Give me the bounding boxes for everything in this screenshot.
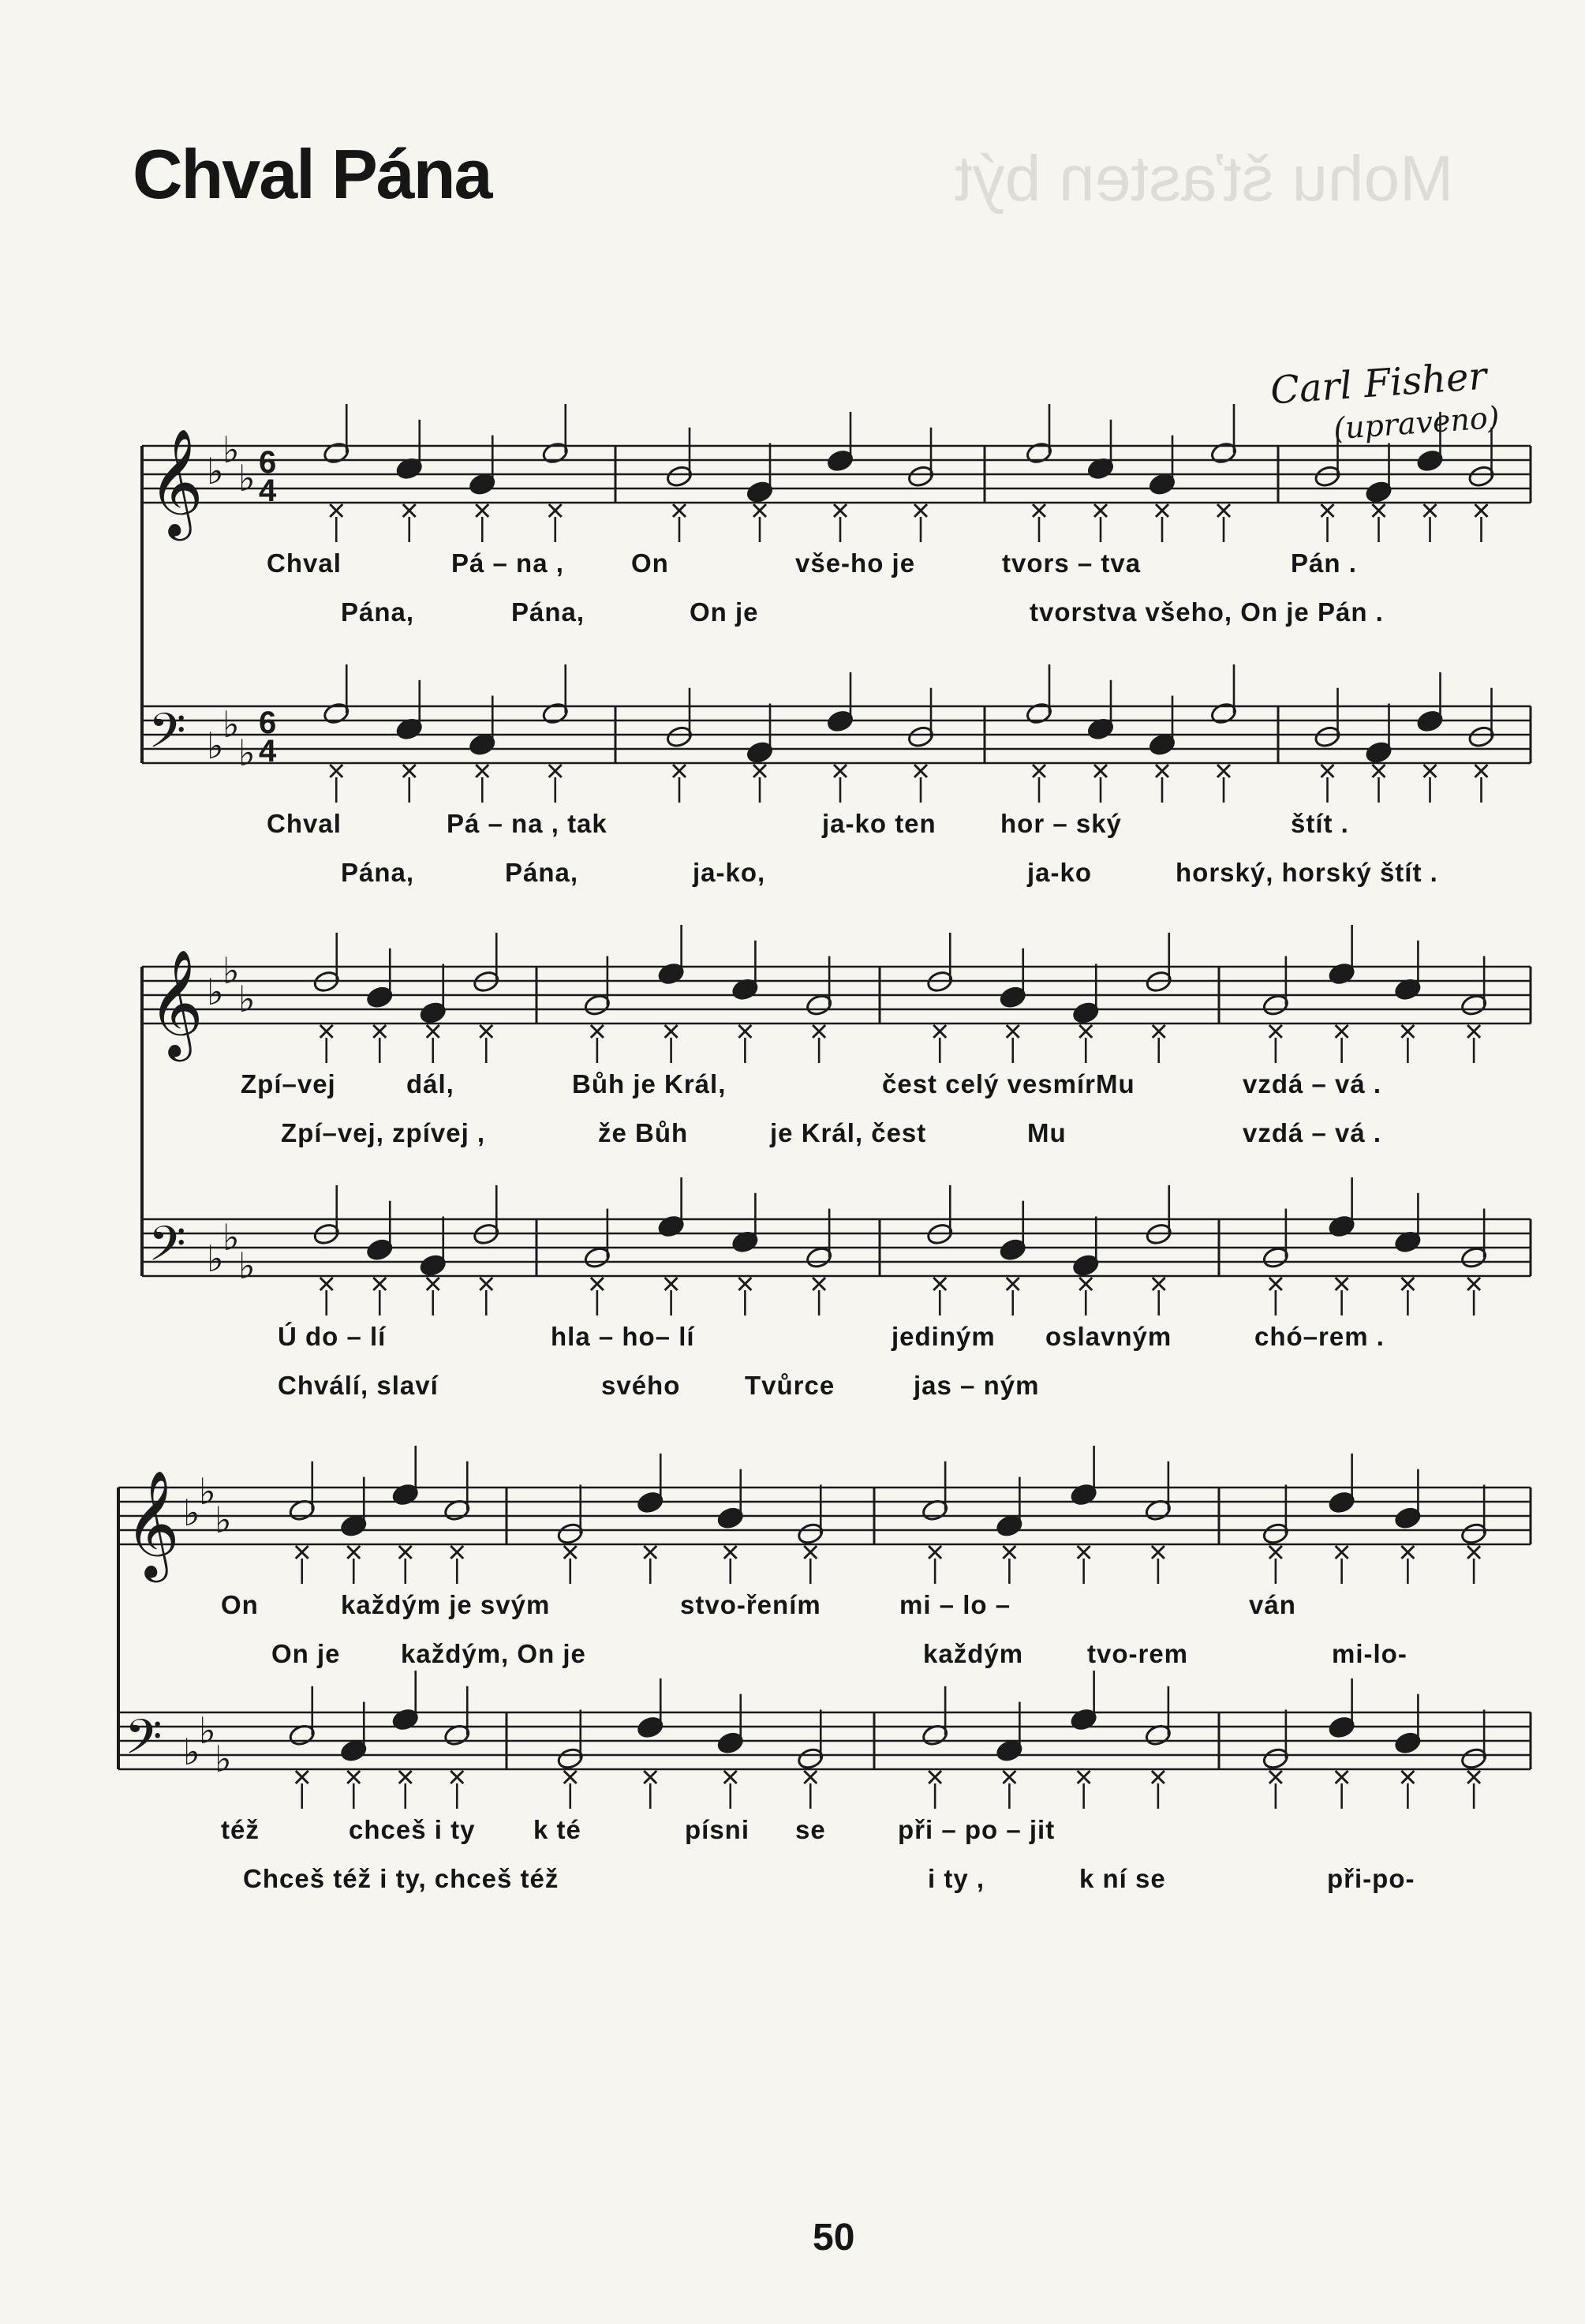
lyric-syllable: i ty ,	[928, 1864, 985, 1893]
treble-clef: 𝄞	[148, 427, 204, 536]
cross-note-head	[1078, 1546, 1090, 1559]
lyric-syllable: se	[795, 1815, 826, 1844]
cross-note-head	[1007, 1278, 1019, 1290]
cross-note-head	[399, 1771, 412, 1783]
lyric-syllable: chó–rem .	[1254, 1322, 1385, 1351]
cross-note-head	[1269, 1025, 1282, 1038]
cross-note-head	[1152, 1771, 1164, 1783]
cross-note-head	[665, 1278, 678, 1290]
time-signature-digit: 4	[259, 734, 277, 769]
cross-note-head	[476, 504, 488, 517]
cross-note-head	[1078, 1771, 1090, 1783]
key-flat: ♭	[183, 1731, 200, 1773]
lyric-syllable: dál,	[406, 1069, 454, 1098]
lyric-syllable: k té	[533, 1815, 581, 1844]
key-flat: ♭	[238, 978, 256, 1020]
cross-note-head	[1269, 1546, 1282, 1559]
cross-note-head	[1079, 1278, 1092, 1290]
cross-note-head	[427, 1278, 439, 1290]
cross-note-head	[1321, 765, 1334, 777]
lyric-syllable: při – po – jit	[898, 1815, 1056, 1844]
lyric-syllable: mi-lo-	[1332, 1639, 1407, 1668]
lyric-syllable: Pána,	[341, 597, 415, 627]
cross-note-head	[1467, 1771, 1480, 1783]
lyric-syllable: On je	[690, 597, 759, 627]
cross-note-head	[399, 1546, 412, 1559]
cross-note-head	[320, 1025, 333, 1038]
cross-note-head	[1094, 765, 1107, 777]
time-signature-digit: 4	[259, 473, 277, 508]
lyric-syllable: stvo-řením	[680, 1590, 821, 1619]
lyric-syllable: k ní se	[1079, 1864, 1166, 1893]
cross-note-head	[1033, 765, 1045, 777]
cross-note-head	[1153, 1278, 1165, 1290]
lyric-syllable: Chval	[267, 548, 342, 578]
cross-note-head	[1373, 765, 1385, 777]
cross-note-head	[804, 1771, 817, 1783]
lyric-syllable: Tvůrce	[745, 1371, 835, 1400]
lyric-syllable: každým	[923, 1639, 1024, 1668]
key-flat: ♭	[238, 732, 256, 774]
cross-note-head	[1336, 1771, 1348, 1783]
lyric-syllable: Chválí, slaví	[278, 1371, 439, 1400]
cross-note-head	[564, 1546, 577, 1559]
lyric-syllable: při-po-	[1327, 1864, 1415, 1893]
cross-note-head	[644, 1771, 656, 1783]
cross-note-head	[480, 1025, 492, 1038]
cross-note-head	[1033, 504, 1045, 517]
bleed-through-text: Mohu šťasten být	[955, 143, 1454, 215]
lyric-syllable: že Bůh	[598, 1118, 689, 1147]
lyric-syllable: Pána,	[505, 858, 579, 887]
key-flat: ♭	[222, 428, 240, 471]
cross-note-head	[1217, 504, 1230, 517]
cross-note-head	[450, 1771, 463, 1783]
cross-note-head	[1424, 504, 1437, 517]
cross-note-head	[1373, 504, 1385, 517]
composer-name: Carl Fisher	[1269, 354, 1489, 414]
lyric-syllable: On je	[271, 1639, 341, 1668]
cross-note-head	[738, 1025, 751, 1038]
cross-note-head	[1003, 1771, 1015, 1783]
cross-note-head	[673, 765, 686, 777]
cross-note-head	[296, 1546, 308, 1559]
bass-clef: 𝄢	[148, 703, 186, 771]
lyric-syllable: ja-ko	[1027, 858, 1093, 887]
cross-note-head	[320, 1278, 333, 1290]
key-flat: ♭	[199, 1709, 216, 1752]
lyric-syllable: svého	[601, 1371, 681, 1400]
cross-note-head	[724, 1771, 737, 1783]
cross-note-head	[813, 1025, 825, 1038]
page-number: 50	[813, 2217, 855, 2259]
cross-note-head	[1321, 504, 1334, 517]
cross-note-head	[1424, 765, 1437, 777]
cross-note-head	[753, 504, 766, 517]
lyric-syllable: Pá – na ,	[451, 548, 564, 578]
cross-note-head	[914, 504, 927, 517]
cross-note-head	[403, 504, 416, 517]
cross-note-head	[1152, 1546, 1164, 1559]
cross-note-head	[564, 1771, 577, 1783]
key-flat: ♭	[222, 949, 240, 992]
lyric-syllable: Ú do – lí	[278, 1322, 387, 1351]
cross-note-head	[929, 1546, 941, 1559]
lyric-syllable: ja-ko ten	[822, 809, 936, 838]
cross-note-head	[373, 1025, 386, 1038]
lyric-syllable: Pá – na , tak	[447, 809, 607, 838]
song-title: Chval Pána	[133, 135, 492, 213]
cross-note-head	[1079, 1025, 1092, 1038]
cross-note-head	[929, 1771, 941, 1783]
key-flat: ♭	[207, 450, 224, 492]
treble-clef: 𝄞	[125, 1469, 180, 1577]
arrangement-note: (upraveno)	[1332, 399, 1501, 447]
time-signature-digit: 6	[259, 705, 277, 740]
lyric-syllable: jediným	[892, 1322, 996, 1351]
cross-note-head	[804, 1546, 817, 1559]
cross-note-head	[1217, 765, 1230, 777]
lyric-syllable: Bůh je Král,	[572, 1069, 727, 1098]
lyric-syllable: Mu	[1027, 1118, 1067, 1147]
key-flat: ♭	[222, 703, 240, 746]
cross-note-head	[480, 1278, 492, 1290]
cross-note-head	[549, 504, 562, 517]
lyric-syllable: hor – ský	[1000, 809, 1122, 838]
cross-note-head	[330, 504, 342, 517]
cross-note-head	[1401, 1771, 1414, 1783]
key-flat: ♭	[207, 971, 224, 1013]
cross-note-head	[665, 1025, 678, 1038]
key-flat: ♭	[222, 1216, 240, 1259]
cross-note-head	[1401, 1278, 1414, 1290]
lyric-syllable: hla – ho– lí	[551, 1322, 695, 1351]
lyric-syllable: vzdá – vá .	[1243, 1069, 1382, 1098]
cross-note-head	[1475, 765, 1488, 777]
lyric-syllable: vzdá – vá .	[1243, 1118, 1382, 1147]
lyric-syllable: mi – lo –	[899, 1590, 1011, 1619]
lyric-syllable: tvors – tva	[1002, 548, 1142, 578]
cross-note-head	[933, 1025, 946, 1038]
cross-note-head	[450, 1546, 463, 1559]
cross-note-head	[1401, 1546, 1414, 1559]
lyric-syllable: Zpí–vej	[241, 1069, 336, 1098]
key-flat: ♭	[238, 457, 256, 500]
key-flat: ♭	[207, 1237, 224, 1280]
cross-note-head	[373, 1278, 386, 1290]
cross-note-head	[1003, 1546, 1015, 1559]
lyric-syllable: horský, horský štít .	[1176, 858, 1438, 887]
cross-note-head	[1007, 1025, 1019, 1038]
cross-note-head	[1475, 504, 1488, 517]
lyric-syllable: Chval	[267, 809, 342, 838]
cross-note-head	[1269, 1771, 1282, 1783]
cross-note-head	[1156, 765, 1168, 777]
bass-clef: 𝄢	[125, 1709, 163, 1777]
lyric-syllable: jas – ným	[914, 1371, 1040, 1400]
cross-note-head	[296, 1771, 308, 1783]
cross-note-head	[1094, 504, 1107, 517]
lyric-syllable: písni	[685, 1815, 750, 1844]
cross-note-head	[591, 1025, 604, 1038]
cross-note-head	[1467, 1025, 1480, 1038]
cross-note-head	[347, 1771, 360, 1783]
cross-note-head	[738, 1278, 751, 1290]
lyric-syllable: chceš i ty	[349, 1815, 476, 1844]
cross-note-head	[1153, 1025, 1165, 1038]
key-flat: ♭	[215, 1738, 232, 1780]
lyric-syllable: vše-ho je	[795, 548, 916, 578]
lyric-syllable: Chceš též i ty, chceš též	[243, 1864, 559, 1893]
lyric-syllable: je Král, čest	[770, 1118, 927, 1147]
cross-note-head	[813, 1278, 825, 1290]
lyric-syllable: Pána,	[341, 858, 415, 887]
lyric-syllable: každým, On je	[401, 1639, 586, 1668]
cross-note-head	[644, 1546, 656, 1559]
treble-clef: 𝄞	[148, 948, 204, 1057]
lyric-syllable: ja-ko,	[693, 858, 766, 887]
lyric-syllable: ván	[1249, 1590, 1296, 1619]
cross-note-head	[1336, 1546, 1348, 1559]
cross-note-head	[724, 1546, 737, 1559]
cross-note-head	[1336, 1278, 1348, 1290]
lyric-syllable: On	[221, 1590, 259, 1619]
key-flat: ♭	[183, 1491, 200, 1534]
cross-note-head	[1467, 1278, 1480, 1290]
cross-note-head	[1336, 1025, 1348, 1038]
cross-note-head	[673, 504, 686, 517]
key-flat: ♭	[207, 724, 224, 767]
cross-note-head	[347, 1546, 360, 1559]
cross-note-head	[403, 765, 416, 777]
cross-note-head	[914, 765, 927, 777]
lyric-syllable: On	[631, 548, 669, 578]
cross-note-head	[549, 765, 562, 777]
key-flat: ♭	[199, 1470, 216, 1513]
lyric-syllable: též	[221, 1815, 260, 1844]
lyric-syllable: čest celý vesmírMu	[882, 1069, 1135, 1098]
cross-note-head	[1269, 1278, 1282, 1290]
lyric-syllable: oslavným	[1045, 1322, 1172, 1351]
cross-note-head	[427, 1025, 439, 1038]
lyric-syllable: Pána,	[511, 597, 585, 627]
lyric-syllable: Pán .	[1291, 548, 1357, 578]
lyric-syllable: každým je svým	[341, 1590, 551, 1619]
cross-note-head	[1156, 504, 1168, 517]
key-flat: ♭	[215, 1499, 232, 1541]
cross-note-head	[933, 1278, 946, 1290]
lyric-syllable: tvo-rem	[1087, 1639, 1189, 1668]
lyric-syllable: tvorstva všeho, On je Pán .	[1030, 597, 1384, 627]
cross-note-head	[476, 765, 488, 777]
cross-note-head	[834, 504, 847, 517]
key-flat: ♭	[238, 1244, 256, 1287]
lyric-syllable: štít .	[1291, 809, 1349, 838]
cross-note-head	[753, 765, 766, 777]
cross-note-head	[834, 765, 847, 777]
cross-note-head	[1401, 1025, 1414, 1038]
cross-note-head	[330, 765, 342, 777]
lyric-syllable: Zpí–vej, zpívej ,	[281, 1118, 486, 1147]
time-signature-digit: 6	[259, 445, 277, 480]
cross-note-head	[591, 1278, 604, 1290]
bass-clef: 𝄢	[148, 1216, 186, 1284]
cross-note-head	[1467, 1546, 1480, 1559]
